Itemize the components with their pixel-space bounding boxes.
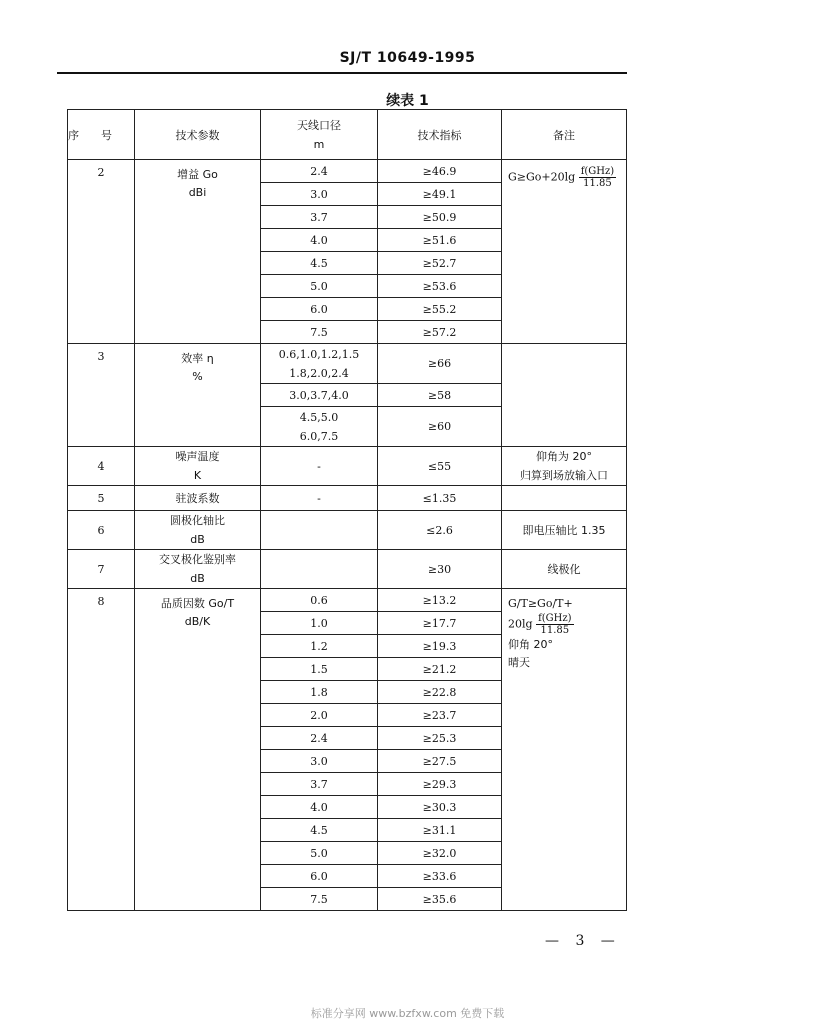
spec-cell: ≥60 (378, 407, 502, 447)
table-row (68, 550, 627, 589)
diameter-cell: 4.0 (261, 796, 378, 819)
spec-cell: ≥31.1 (378, 819, 502, 842)
diameter-cell: 4.5 (261, 819, 378, 842)
spec-cell: ≥57.2 (378, 321, 502, 344)
seq-cell: 8 (68, 589, 135, 911)
spec-cell: ≥13.2 (378, 589, 502, 612)
header-remark: 备注 (502, 110, 627, 160)
watermark-text: 标准分享网 www.bzfxw.com 免费下载 (310, 1007, 505, 1020)
standard-code-header: SJ/T 10649-1995 (339, 50, 476, 66)
diameter-cell: 3.7 (261, 773, 378, 796)
param-cell-gt: 品质因数 Go/T dB/K (135, 589, 261, 911)
seq-cell: 3 (68, 344, 135, 447)
spec-cell: ≥29.3 (378, 773, 502, 796)
seq-cell: 7 (68, 550, 135, 589)
diameter-cell: 7.5 (261, 888, 378, 911)
spec-cell: ≥52.7 (378, 252, 502, 275)
spec-cell: ≤2.6 (378, 511, 502, 550)
param-cell-gain: 增益 Go dBi (135, 160, 261, 344)
spec-cell: ≥23.7 (378, 704, 502, 727)
page-number: — 3 — (545, 933, 621, 949)
table-row (68, 511, 627, 550)
seq-cell: 6 (68, 511, 135, 550)
spec-cell: ≥19.3 (378, 635, 502, 658)
header-seq: 序号 (68, 110, 135, 160)
diameter-cell: 4.5 (261, 252, 378, 275)
seq-cell: 2 (68, 160, 135, 344)
spec-cell: ≥35.6 (378, 888, 502, 911)
seq-cell: 5 (68, 486, 135, 511)
spec-cell: ≥21.2 (378, 658, 502, 681)
param-cell-noise: 噪声温度 K (135, 447, 261, 486)
diameter-cell: 1.5 (261, 658, 378, 681)
diameter-cell (261, 511, 378, 550)
spec-cell: ≥66 (378, 344, 502, 384)
diameter-cell: 5.0 (261, 275, 378, 298)
diameter-cell: 4.0 (261, 229, 378, 252)
diameter-cell: 0.6 (261, 589, 378, 612)
diameter-cell: 3.0 (261, 750, 378, 773)
header-param: 技术参数 (135, 110, 261, 160)
spec-cell: ≥30 (378, 550, 502, 589)
table-header-row (68, 110, 627, 160)
gt-formula-fraction: $\frac{\text{f(GHz)}}{11.85}$ (538, 613, 572, 636)
seq-cell: 4 (68, 447, 135, 486)
diameter-cell: 6.0 (261, 865, 378, 888)
spec-cell: ≥55.2 (378, 298, 502, 321)
table-row (68, 486, 627, 511)
remark-cell-noise: 仰角为 20° 归算到场放输入口 (502, 447, 627, 486)
diameter-cell: 2.0 (261, 704, 378, 727)
diameter-cell: 2.4 (261, 727, 378, 750)
spec-cell: ≤55 (378, 447, 502, 486)
param-cell-vswr: 驻波系数 (135, 486, 261, 511)
spec-cell: ≥27.5 (378, 750, 502, 773)
diameter-cell: 0.6,1.0,1.2,1.5 1.8,2.0,2.4 (261, 344, 378, 384)
table-row (68, 160, 627, 183)
diameter-cell: 4.5,5.0 6.0,7.5 (261, 407, 378, 447)
spec-cell: ≤1.35 (378, 486, 502, 511)
table-caption: 续表 1 (386, 93, 429, 109)
diameter-cell: 3.0 (261, 183, 378, 206)
header-spec: 技术指标 (378, 110, 502, 160)
remark-cell-gt: G/T≥Go/T+ 20lg $\frac{\text{f(GHz)}}{11.85}$ 仰角 20° 晴天 (502, 589, 627, 911)
param-cell-axial: 圆极化轴比 dB (135, 511, 261, 550)
diameter-cell: - (261, 447, 378, 486)
spec-cell: ≥51.6 (378, 229, 502, 252)
header-diameter: 天线口径 m (261, 110, 378, 160)
spec-cell: ≥50.9 (378, 206, 502, 229)
table-row (68, 344, 627, 384)
remark-cell-axial: 即电压轴比 1.35 (502, 511, 627, 550)
diameter-cell: 5.0 (261, 842, 378, 865)
diameter-cell: 3.0,3.7,4.0 (261, 384, 378, 407)
remark-cell-gain: G≥Go+20lg $\frac{\text{f(GHz)}}{11.85}$ (502, 160, 627, 344)
spec-cell: ≥49.1 (378, 183, 502, 206)
spec-table-wrapper (67, 109, 626, 911)
remark-cell-vswr (502, 486, 627, 511)
param-cell-efficiency: 效率 η % (135, 344, 261, 447)
spec-cell: ≥33.6 (378, 865, 502, 888)
diameter-cell: 1.2 (261, 635, 378, 658)
diameter-cell: 7.5 (261, 321, 378, 344)
remark-cell-xpd: 线极化 (502, 550, 627, 589)
diameter-cell: 1.8 (261, 681, 378, 704)
spec-cell: ≥30.3 (378, 796, 502, 819)
table-row (68, 589, 627, 612)
spec-cell: ≥22.8 (378, 681, 502, 704)
spec-cell: ≥25.3 (378, 727, 502, 750)
diameter-cell (261, 550, 378, 589)
gain-formula-fraction: $\frac{\text{f(GHz)}}{11.85}$ (580, 166, 615, 189)
table-row (68, 447, 627, 486)
spec-table (67, 109, 627, 911)
remark-cell-empty (502, 344, 627, 447)
spec-cell: ≥46.9 (378, 160, 502, 183)
param-cell-xpd: 交叉极化鉴别率 dB (135, 550, 261, 589)
diameter-cell: 3.7 (261, 206, 378, 229)
spec-cell: ≥32.0 (378, 842, 502, 865)
diameter-cell: 1.0 (261, 612, 378, 635)
spec-cell: ≥17.7 (378, 612, 502, 635)
diameter-cell: - (261, 486, 378, 511)
spec-cell: ≥53.6 (378, 275, 502, 298)
spec-cell: ≥58 (378, 384, 502, 407)
diameter-cell: 2.4 (261, 160, 378, 183)
header-rule (57, 72, 627, 74)
diameter-cell: 6.0 (261, 298, 378, 321)
